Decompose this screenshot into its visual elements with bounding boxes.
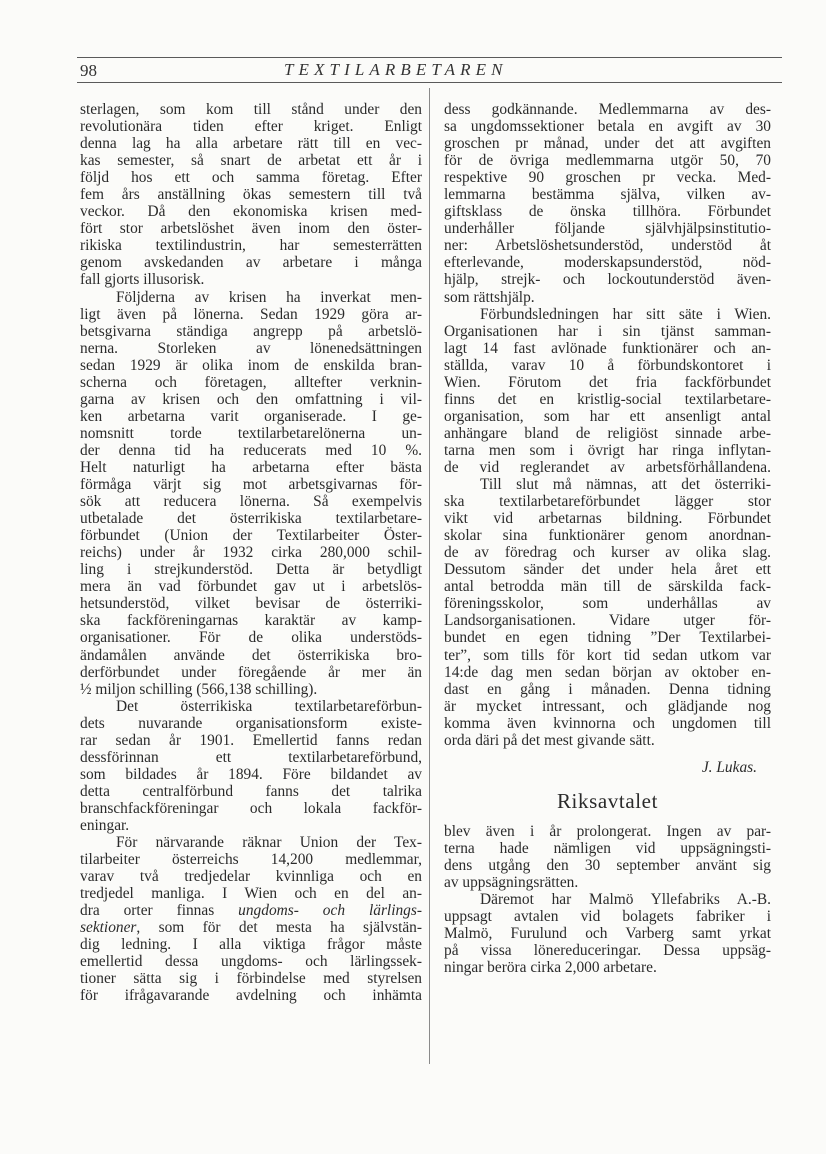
italic-phrase: sektioner [80, 919, 137, 937]
text-line: Organisationen har i sin tjänst samman- [444, 322, 771, 340]
text-line: de av föredrag och kurser av olika slag. [444, 544, 771, 562]
text-line: lagt 14 fast avlönade funktionärer och an- [444, 339, 771, 357]
text-line: som rättshjälp. [444, 288, 535, 306]
text-line: uppsagt avtalen vid bolagets fabriker i [444, 908, 771, 926]
text-line: utbetalade det österrikiska textilarbetare- [80, 510, 422, 528]
text-line: vikt vid arbetarnas bildning. Förbundet [444, 510, 771, 528]
text-line: Det österrikiska textilarbetareförbun- [116, 697, 422, 715]
text-line: genom avskedanden av arbetare i många [80, 254, 422, 272]
text-line: respektive 90 groschen pr vecka. Med- [444, 169, 771, 187]
text-line: tioner sätta sig i förbindelse med styrelsen [80, 970, 422, 988]
text-line: ner: Arbetslöshetsunderstöd, understöd åt [444, 237, 771, 255]
text-line: kas semester, så snart de arbetat ett år i [80, 152, 422, 170]
left-column [80, 101, 422, 1004]
header-top-rule [77, 57, 782, 58]
text-line: ställda, varav 10 å förbundskontoret i [444, 356, 771, 374]
article-body-continued [444, 101, 771, 749]
running-title: TEXTILARBETAREN [284, 60, 508, 79]
text-line: orda däri på det mest givande sätt. [444, 731, 655, 749]
text-line: dets nuvarande organisationsform existe- [80, 714, 422, 732]
text-line: ½ miljon schilling (566,138 schilling). [80, 680, 318, 698]
text-line: lemmarna bestämma själva, vilken av- [444, 186, 771, 204]
text-line: dra orter finnas ungdoms- och lärlings- [80, 902, 422, 920]
text-line: sedan 1929 är olika inom de enskilda bran- [80, 356, 422, 374]
text-line: 14:de dag men sedan början av oktober en- [444, 663, 771, 681]
text-line: organisationer. För de olika understöds- [80, 629, 422, 647]
text-line: fört stor arbetslöshet även inom den öster- [80, 220, 422, 238]
text-line: fall gjorts illusorisk. [80, 271, 205, 289]
text-line: der denna tid ha reducerats med 10 %. [80, 441, 422, 459]
text-line: är mycket intressant, och glädjande nog [444, 697, 771, 715]
text-line: föreningsskolor, som underhållas av [444, 595, 771, 613]
text-line: Däremot har Malmö Yllefabriks A.-B. [480, 890, 771, 908]
text-line: antal betrodda män till de särskilda fack- [444, 578, 771, 596]
text-line: blev även i år prolongerat. Ingen av par- [444, 822, 771, 840]
text-line: Landsorganisationen. Vidare utger för- [444, 612, 771, 630]
text-line: ling i strejkunderstöd. Detta är betydligt [80, 561, 422, 579]
text-line: mera än vad förbundet gav ut i arbetslös- [80, 578, 422, 596]
author-signature: J. Lukas. [701, 758, 757, 776]
text-line: dig ledning. I alla viktiga frågor måste [80, 936, 422, 954]
text-line: emellertid dessa ungdoms- och lärlingssek- [80, 953, 422, 971]
text-line: för de övriga medlemmarna utgör 50, 70 [444, 152, 771, 170]
text-line: underhåller följande självhjälpsinstitutio- [444, 220, 771, 238]
text-line: Wien. Förutom det fria fackförbundet [444, 373, 771, 391]
text-line: komma även kvinnorna och ungdomen till [444, 714, 771, 732]
text-line: veckor. Då den ekonomiska krisen med- [80, 203, 422, 221]
text-line: ken arbetarna varit organiserade. I ge- [80, 407, 422, 425]
text-line: giftsklass de önska tillhöra. Förbundet [444, 203, 771, 221]
text-line: rar sedan år 1901. Emellertid fanns redan [80, 731, 422, 749]
text-line: ligt även på lönerna. Sedan 1929 göra ar- [80, 305, 422, 323]
text-line: hjälp, strejk- och lockoutunderstöd även- [444, 271, 771, 289]
text-line: nomsnitt torde textilarbetarelönerna un- [80, 424, 422, 442]
text-line: groschen pr månad, under det att avgiften [444, 135, 771, 153]
header-bottom-rule [77, 82, 782, 83]
text-line: dess godkännande. Medlemmarna av des- [444, 101, 771, 118]
column-divider [429, 88, 430, 1064]
text-line: följd hos ett och samma företag. Efter [80, 169, 422, 187]
text-line: tilarbeiter österreichs 14,200 medlemmar, [80, 851, 422, 869]
text-line: finns det en kristlig-social textilarbetare- [444, 390, 771, 408]
text-line: sterlagen, som kom till stånd under den [80, 101, 422, 118]
text-line: Malmö, Furulund och Varberg samt yrkat [444, 925, 771, 943]
text-line: sektioner, som för det mesta ha självstän- [80, 919, 422, 937]
text-line: dessförinnan ett textilarbetareförbund, [80, 748, 422, 766]
text-line: dens utgång den 30 september använt sig [444, 856, 771, 874]
text-line: efterlevande, moderskapsunderstöd, nöd- [444, 254, 771, 272]
text-line: nerna. Storleken av lönenedsättningen [80, 339, 422, 357]
text-line: bundet en egen tidning ”Der Textilarbei- [444, 629, 771, 647]
text-line: tredjedel manliga. I Wien och en del an- [80, 885, 422, 903]
text-line: ter”, som tills för kort tid sedan utkom var [444, 646, 771, 664]
text-line: de vid reglerandet av arbetsförhållandena. [444, 458, 771, 476]
text-line: Till slut må nämnas, att det österriki- [480, 476, 771, 494]
text-line: skolar sina funktionärer genom anordnan- [444, 527, 771, 545]
section-heading: Riksavtalet [556, 788, 659, 813]
text-line: Förbundsledningen har sitt säte i Wien. [480, 305, 771, 323]
text-line: ska fackföreningarnas karaktär av kamp- [80, 612, 422, 630]
text-line: på vissa lönereduceringar. Dessa uppsäg- [444, 942, 771, 960]
text-line: scherna och företagen, alltefter verknin- [80, 373, 422, 391]
text-line: revolutionära tiden efter kriget. Enligt [80, 118, 422, 136]
text-line: förmåga värjt sig mot arbetsgivarnas för- [80, 476, 422, 494]
text-line: ska textilarbetareförbundet lägger stor [444, 493, 771, 511]
page-number: 98 [80, 61, 97, 80]
text-line: Följderna av krisen ha inverkat men- [116, 288, 422, 306]
text-line: garna av krisen och den omfattning i vil- [80, 390, 422, 408]
text-line: ningar beröra cirka 2,000 arbetare. [444, 959, 657, 977]
text-line: denna lag ha alla arbetare rätt till en vec- [80, 135, 422, 153]
text-line: organisation, som har ett ansenligt antal [444, 407, 771, 425]
text-line: terna hade nämligen vid uppsägningsti- [444, 839, 771, 857]
text-line: tarna men som i övrigt har ringa inflytan- [444, 441, 771, 459]
section-body [444, 823, 771, 976]
text-line: av uppsägningsrätten. [444, 873, 579, 891]
text-line: derförbundet under föregående år mer än [80, 663, 422, 681]
text-line: Dessutom sänder det under hela året ett [444, 561, 771, 579]
text-line: sa ungdomssektioner betala en avgift av 30 [444, 118, 771, 136]
text-line: För närvarande räknar Union der Tex- [116, 834, 422, 852]
text-line: dast en gång i månaden. Denna tidning [444, 680, 771, 698]
text-line: som bildades år 1894. Före bildandet av [80, 765, 422, 783]
text-line: branschfackföreningar och lokala fackför- [80, 799, 422, 817]
text-line: ändamålen använde det österrikiska bro- [80, 646, 422, 664]
text-line: förbundet (Union der Textilarbeiter Öster- [80, 527, 422, 545]
text-line: Helt naturligt ha arbetarna efter bästa [80, 458, 422, 476]
text-line: för ifrågavarande avdelning och inhämta [80, 987, 422, 1005]
right-column [444, 101, 771, 976]
text-line: anhängare bland de religiöst sinnade arbe- [444, 424, 771, 442]
text-line: rikiska textilindustrin, har semesterrätten [80, 237, 422, 255]
text-line: reichs) under år 1932 cirka 280,000 schil- [80, 544, 422, 562]
italic-phrase: ungdoms- och lärlings- [238, 902, 422, 920]
text-line: sök att reducera lönerna. Så exempelvis [80, 493, 422, 511]
text-line: detta centralförbund fanns det talrika [80, 782, 422, 800]
text-line: eningar. [80, 816, 130, 834]
text-line: betsgivarna ständiga angrepp på arbetslö- [80, 322, 422, 340]
text-line: hetsunderstöd, vilket bevisar de österriki- [80, 595, 422, 613]
text-line: fem års anställning ökas semestern till två [80, 186, 422, 204]
text-line: varav två tredjedelar kvinnliga och en [80, 868, 422, 886]
